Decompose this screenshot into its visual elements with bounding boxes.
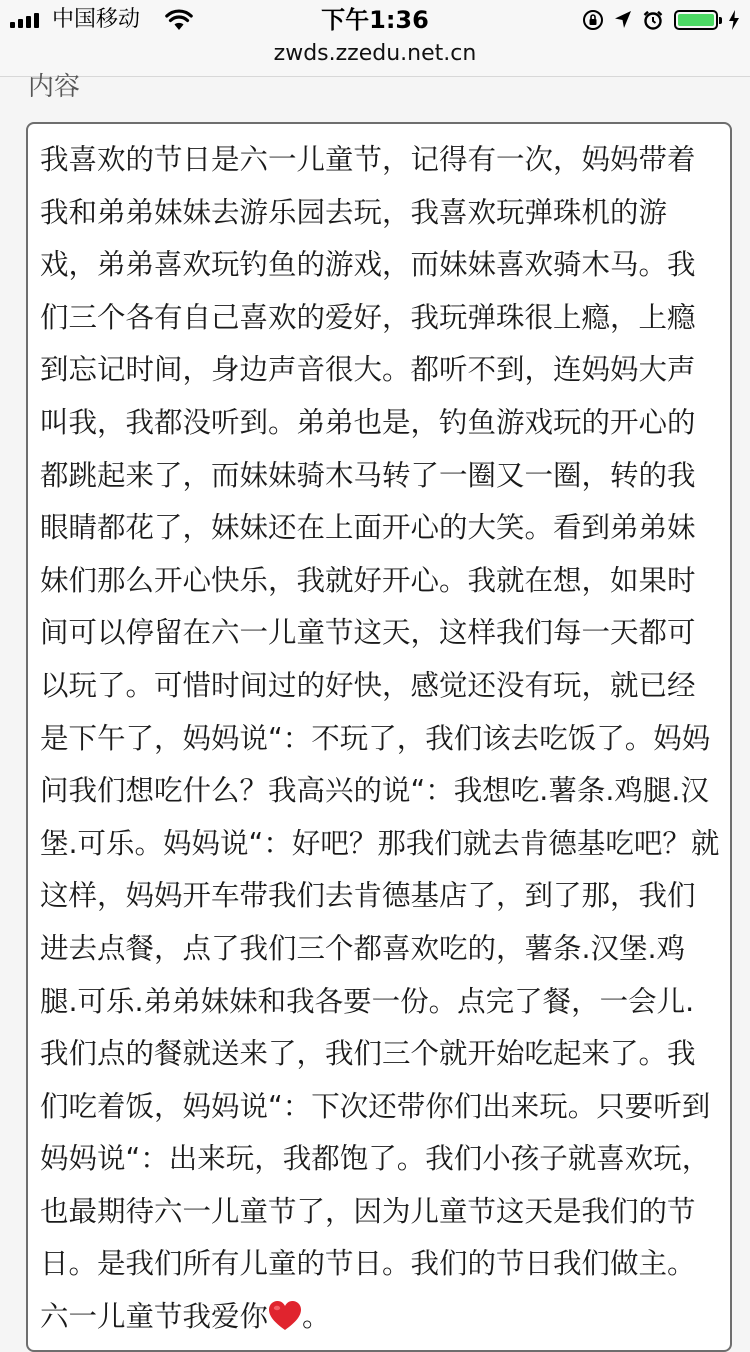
charging-icon xyxy=(728,10,740,30)
address-bar[interactable] xyxy=(0,40,750,77)
essay-body: 我喜欢的节日是六一儿童节，记得有一次，妈妈带着我和弟弟妹妹去游乐园去玩，我喜欢玩弹珠机的游戏，弟弟喜欢玩钓鱼的游戏，而妹妹喜欢骑木马。我们三个各有自己喜欢的爱好，我玩弹珠很上瘾，上瘾到忘记时间，身边声音很大。都听不到，连妈妈大声叫我，我都没听到。弟弟也是，钓鱼游戏玩的开心的都跳起来了，而妹妹骑木马转了一圈又一圈，转的我眼睛都花了，妹妹还在上面开心的大笑。看到弟弟妹妹们那么开心快乐，我就好开心。我就在想，如果时间可以停留在六一儿童节这天，这样我们每一天都可以玩了。可惜时间过的好快，感觉还没有玩，就已经是下午了，妈妈说“：不玩了，我们该去吃饭了。妈妈问我们想吃什么？我高兴的说“：我想吃.薯条.鸡腿.汉堡.可乐。妈妈说“：好吧？那我们就去肯德基吃吧？就这样，妈妈开车带我们去肯德基店了，到了那，我们进去点餐，点了我们三个都喜欢吃的，薯条.汉堡.鸡腿.可乐.弟弟妹妹和我各要一份。点完了餐，一会儿.我们点的餐就送来了，我们三个就开始吃起来了。我们吃着饭，妈妈说“：下次还带你们出来玩。只要听到妈妈说“：出来玩，我都饱了。我们小孩子就喜欢玩，也最期待六一儿童节了，因为儿童节这天是我们的节日。是我们所有儿童的节日。我们的节日我们做主。六一儿童节我爱你 xyxy=(40,143,720,1334)
battery-icon xyxy=(674,10,718,30)
battery-level xyxy=(678,14,714,26)
carrier-name: 中国移动 xyxy=(52,7,141,32)
status-time: 下午1:36 xyxy=(321,6,429,34)
essay-end-punct: 。 xyxy=(302,1300,331,1334)
orientation-lock-icon xyxy=(582,9,604,31)
status-bar xyxy=(0,0,750,40)
status-right-icons xyxy=(582,8,740,32)
heart-icon xyxy=(268,1300,302,1332)
alarm-icon xyxy=(642,9,664,31)
essay-text xyxy=(40,134,720,1344)
url-text: zwds.zzedu.net.cn xyxy=(273,41,477,66)
location-icon xyxy=(614,10,632,30)
content-textarea[interactable] xyxy=(26,122,732,1352)
content-label: 内容 xyxy=(28,72,81,100)
